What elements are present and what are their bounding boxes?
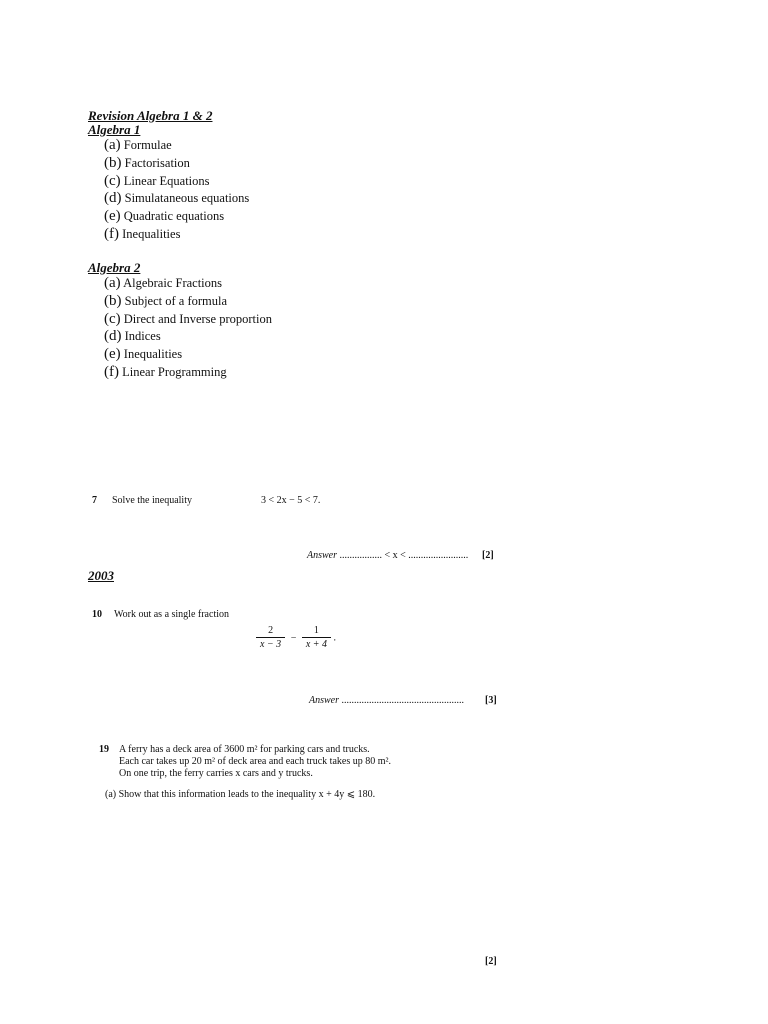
revision-title: Revision Algebra 1 & 2 xyxy=(88,108,213,123)
fraction-numerator: 1 xyxy=(313,625,319,636)
algebra2-topic-list xyxy=(104,275,272,382)
item-letter: (c) xyxy=(104,310,121,327)
q19-line-1: A ferry has a deck area of 3600 m² for parking cars and trucks. xyxy=(119,744,370,755)
list-item xyxy=(104,137,249,155)
list-item xyxy=(104,346,272,364)
item-text: Inequalities xyxy=(123,347,183,362)
q19-marks: [2] xyxy=(485,956,497,967)
item-text: Formulae xyxy=(123,138,172,152)
item-text: Direct and Inverse proportion xyxy=(123,311,272,326)
answer-blank: ................. < x < ........................ xyxy=(339,550,469,561)
algebra1-heading: Algebra 1 xyxy=(88,122,141,137)
fraction-denominator: x − 3 xyxy=(256,637,285,651)
list-item xyxy=(104,293,272,311)
answer-label: Answer xyxy=(307,550,337,561)
q10-prompt: Work out as a single fraction xyxy=(114,609,229,620)
item-text: Linear Equations xyxy=(123,173,210,188)
q19-part-a: (a) Show that this information leads to the inequality x + 4y ⩽ 180. xyxy=(105,789,376,800)
item-text: Inequalities xyxy=(122,226,181,241)
item-text: Linear Programming xyxy=(122,364,227,379)
q19-line-3: On one trip, the ferry carries x cars and y trucks. xyxy=(119,768,313,779)
item-letter: (f) xyxy=(104,225,119,242)
list-item xyxy=(104,190,249,208)
q7-prompt: Solve the inequality xyxy=(112,495,192,506)
fraction-numerator: 2 xyxy=(268,625,274,636)
list-item xyxy=(104,311,272,329)
item-letter: (e) xyxy=(104,346,121,363)
item-letter: (c) xyxy=(104,172,121,189)
algebra2-heading: Algebra 2 xyxy=(88,260,141,275)
q7-expression: 3 < 2x − 5 < 7. xyxy=(261,495,321,506)
trailing-period: . xyxy=(333,632,337,644)
item-letter: (a) xyxy=(104,137,121,153)
answer-blank: ................................................. xyxy=(341,695,464,706)
item-letter: (d) xyxy=(104,328,122,345)
fraction-1 xyxy=(256,625,285,651)
item-letter: (f) xyxy=(104,363,119,380)
q19-line-2: Each car takes up 20 m² of deck area and each truck takes up 80 m². xyxy=(119,756,391,767)
item-text: Indices xyxy=(124,329,161,344)
list-item xyxy=(104,275,272,293)
item-letter: (b) xyxy=(104,154,122,171)
q10-answer-line xyxy=(309,695,464,707)
q7-marks: [2] xyxy=(482,550,494,561)
q19-number: 19 xyxy=(99,744,109,755)
fraction-2 xyxy=(302,625,331,651)
minus-sign: − xyxy=(290,632,297,644)
q10-expression xyxy=(256,625,336,651)
list-item xyxy=(104,155,249,173)
answer-label: Answer xyxy=(309,695,339,706)
q7-answer-line xyxy=(307,550,468,562)
fraction-denominator: x + 4 xyxy=(302,637,331,651)
item-letter: (d) xyxy=(104,190,122,207)
list-item xyxy=(104,364,272,382)
item-letter: (a) xyxy=(104,275,121,291)
list-item xyxy=(104,208,249,226)
item-text: Simulataneous equations xyxy=(124,191,250,206)
item-text: Quadratic equations xyxy=(123,209,225,224)
item-letter: (b) xyxy=(104,292,122,309)
list-item xyxy=(104,226,249,244)
year-heading: 2003 xyxy=(88,568,114,583)
algebra1-topic-list xyxy=(104,137,249,244)
item-letter: (e) xyxy=(104,208,121,225)
q7-number: 7 xyxy=(92,495,97,506)
list-item xyxy=(104,173,249,191)
q10-number: 10 xyxy=(92,609,102,620)
item-text: Factorisation xyxy=(124,155,190,170)
list-item xyxy=(104,328,272,346)
item-text: Algebraic Fractions xyxy=(123,276,223,290)
q10-marks: [3] xyxy=(485,695,497,706)
item-text: Subject of a formula xyxy=(124,293,228,308)
